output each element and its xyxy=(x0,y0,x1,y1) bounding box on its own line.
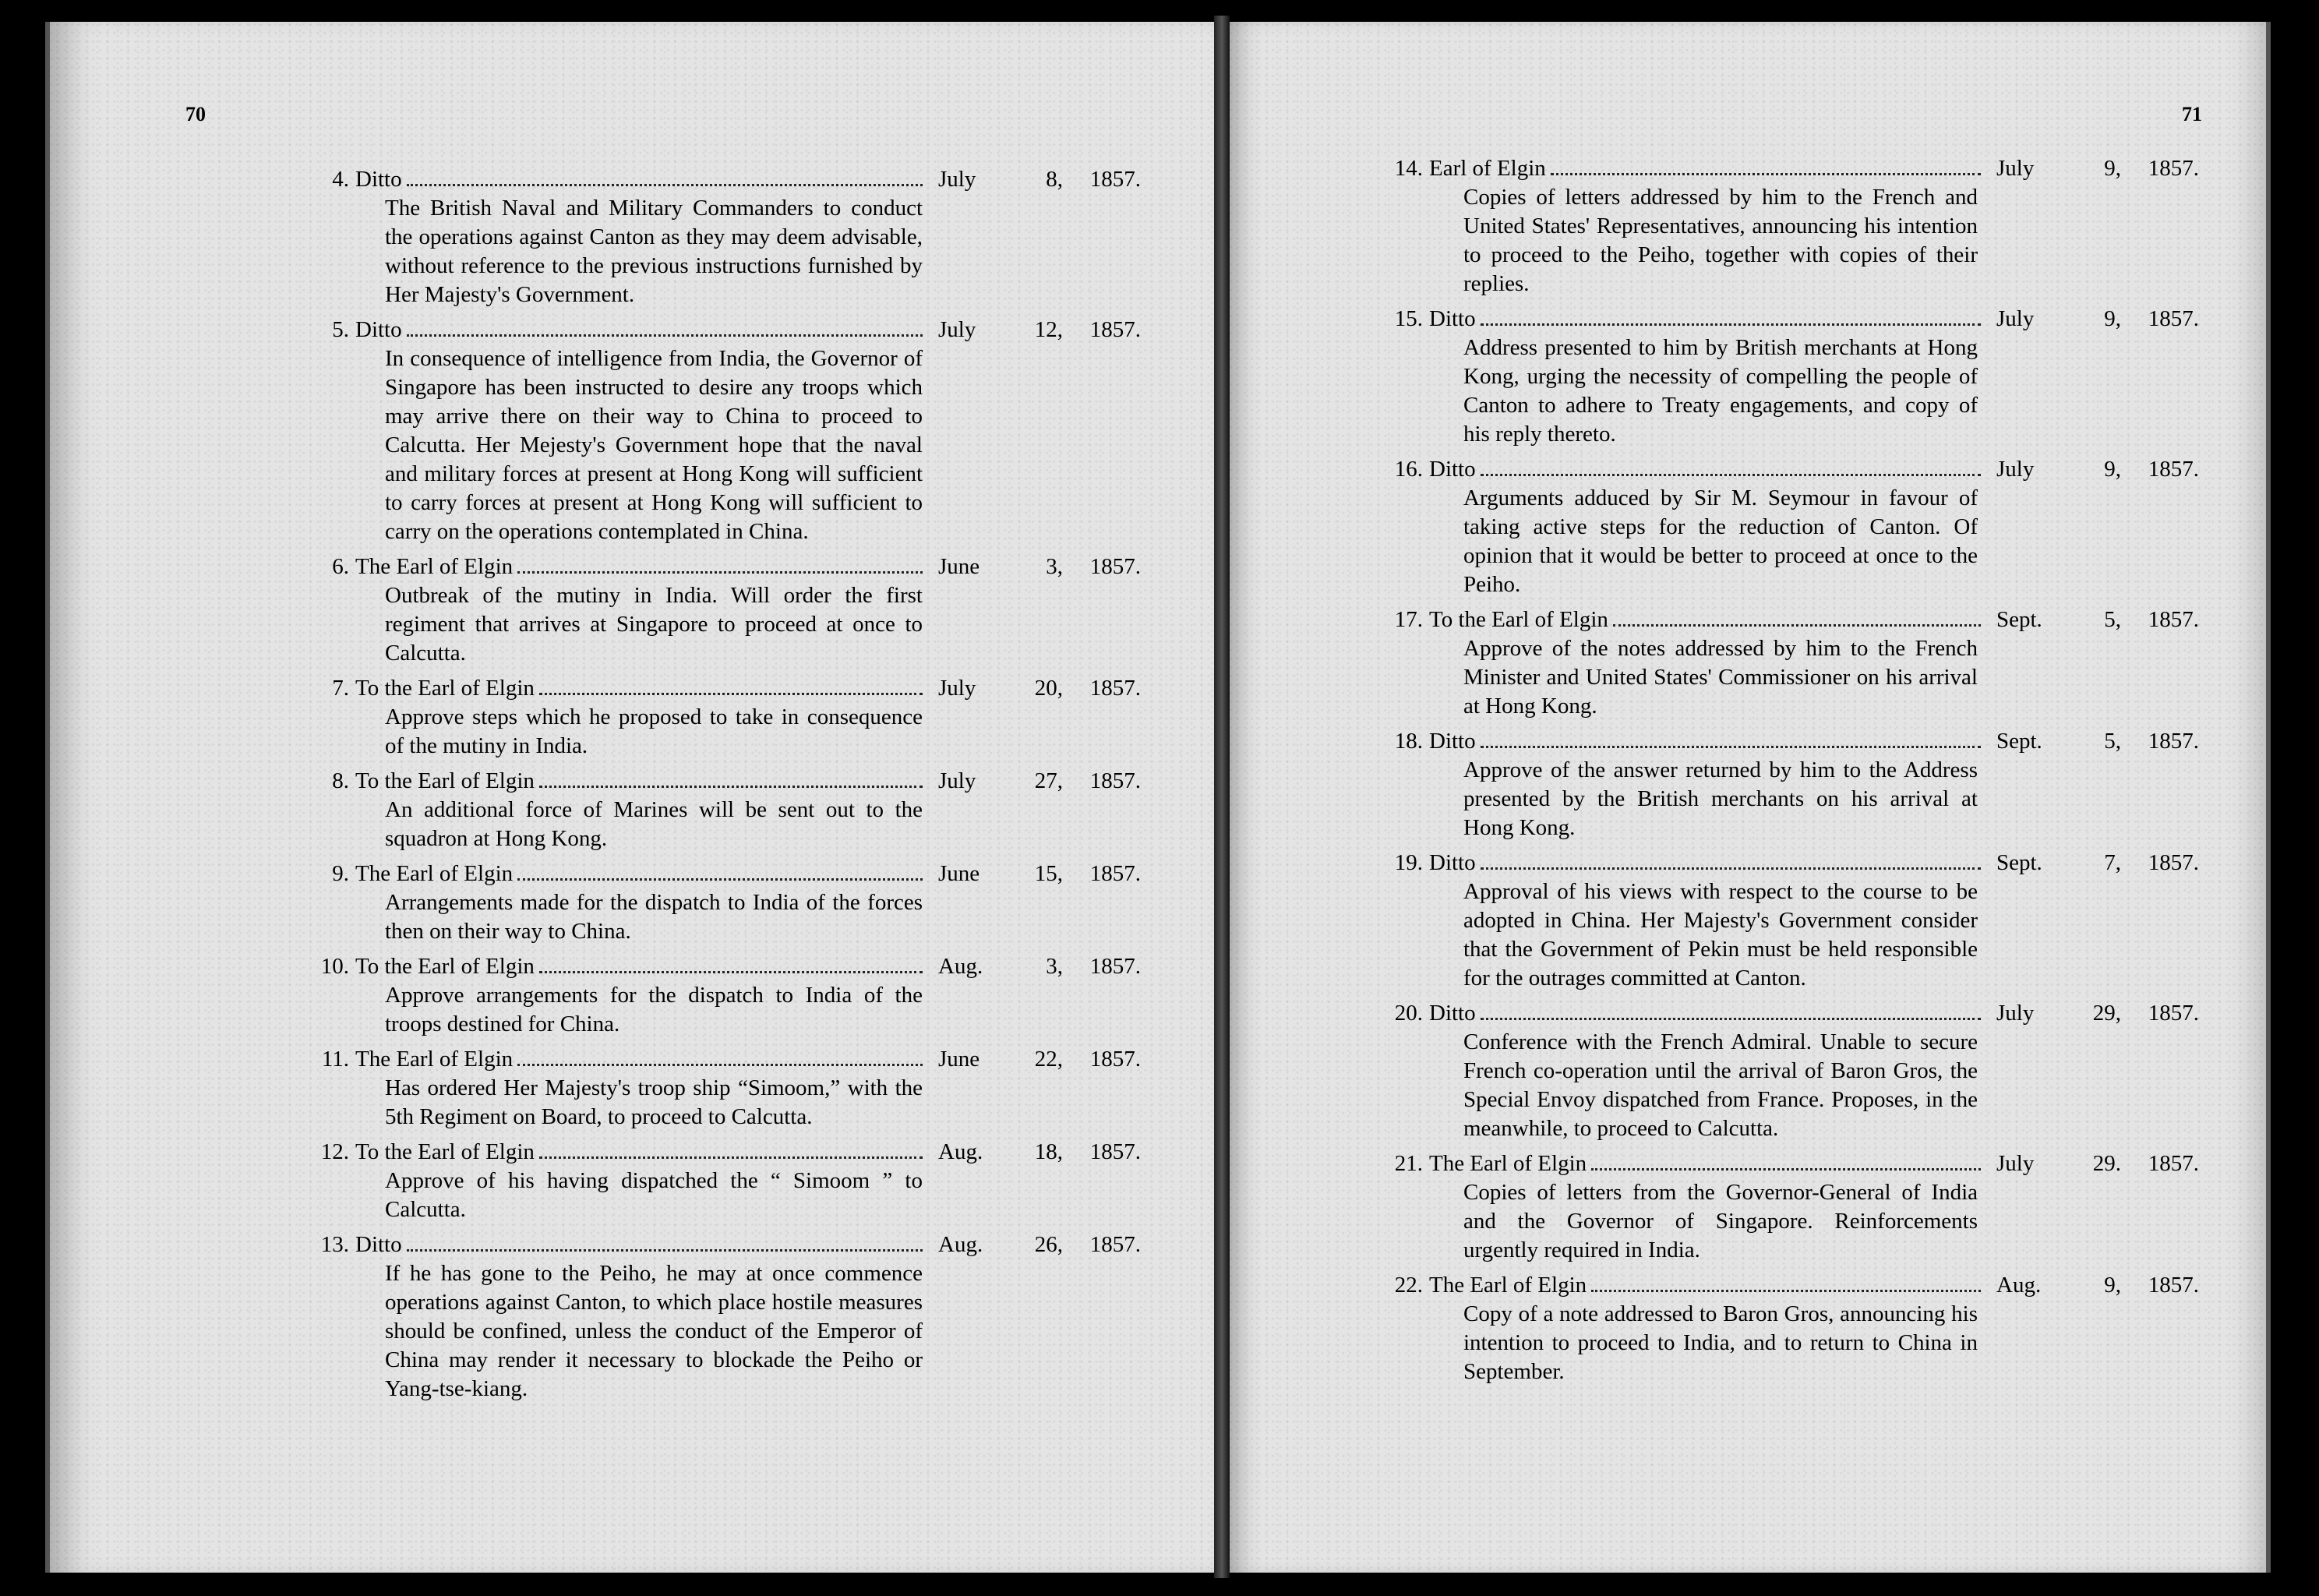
entry-year: 1857. xyxy=(2148,1151,2199,1176)
entry-title: Earl of Elgin xyxy=(1429,156,1546,181)
entry-month: Aug. xyxy=(938,1139,983,1164)
entry-number: 20. xyxy=(1394,1001,1423,1026)
entry-month: June xyxy=(938,861,980,886)
entry-heading xyxy=(1378,455,2219,484)
entry-heading-left xyxy=(1378,1149,1985,1178)
document-entry xyxy=(304,860,1145,946)
entry-year: 1857. xyxy=(1089,954,1141,979)
entry-number: 6. xyxy=(332,554,349,579)
entry-summary: Approve of the answer returned by him to the Address presented by the British merchants on his arrival at Hong Kong. xyxy=(1463,757,1978,840)
entry-heading xyxy=(304,860,1145,888)
entry-month: Sept. xyxy=(1996,850,2042,875)
entry-heading-left xyxy=(1378,154,1985,183)
book-spine xyxy=(1214,16,1230,1578)
entry-heading-left xyxy=(304,767,927,796)
entry-year: 1857. xyxy=(1089,1139,1141,1164)
entry-month: June xyxy=(938,1047,980,1072)
entry-heading xyxy=(304,1045,1145,1074)
entry-title: To the Earl of Elgin xyxy=(1429,607,1608,632)
entry-heading-left xyxy=(304,165,927,194)
entry-title: The Earl of Elgin xyxy=(1429,1151,1587,1176)
entry-day: 9, xyxy=(2104,1273,2121,1298)
dot-leader xyxy=(407,334,923,337)
entry-title: The Earl of Elgin xyxy=(1429,1273,1587,1298)
dot-leader xyxy=(1551,172,1981,175)
entry-month: July xyxy=(1996,1001,2035,1026)
dot-leader xyxy=(1591,1289,1981,1292)
entry-day: 12, xyxy=(1034,317,1063,342)
document-entry xyxy=(304,316,1145,546)
document-entry xyxy=(1378,154,2219,298)
dot-leader xyxy=(517,570,923,574)
entry-heading-left xyxy=(1378,999,1985,1028)
entry-year: 1857. xyxy=(2148,729,2199,754)
entry-day: 9, xyxy=(2104,457,2121,482)
entry-year: 1857. xyxy=(1089,167,1141,192)
entry-heading xyxy=(1378,606,2219,634)
dot-leader xyxy=(517,877,923,881)
entry-number: 15. xyxy=(1394,306,1423,331)
left-page-entries xyxy=(304,165,1145,1410)
entry-title: To the Earl of Elgin xyxy=(355,676,535,701)
entry-number: 17. xyxy=(1394,607,1423,632)
entry-title: To the Earl of Elgin xyxy=(355,1139,535,1164)
entry-number: 22. xyxy=(1394,1273,1423,1298)
entry-summary: Approve of the notes addressed by him to the French Minister and United States' Commissioner on his arrival at Hong Kong. xyxy=(1463,636,1978,719)
entry-heading xyxy=(1378,305,2219,334)
entry-month: July xyxy=(938,676,976,701)
dot-leader xyxy=(539,785,923,788)
entry-year: 1857. xyxy=(1089,317,1141,342)
entry-day: 8, xyxy=(1046,167,1063,192)
entry-year: 1857. xyxy=(2148,457,2199,482)
entry-summary: The British Naval and Military Commanders to conduct the operations against Canton as they may deem advisable, without reference to the previous instructions furnished by Her Majesty's Government. xyxy=(385,196,923,307)
entry-number: 12. xyxy=(320,1139,349,1164)
entry-day: 29. xyxy=(2092,1151,2121,1176)
entry-heading xyxy=(304,674,1145,703)
entry-month: Sept. xyxy=(1996,729,2042,754)
dot-leader xyxy=(539,970,923,973)
entry-heading-left xyxy=(304,1138,927,1167)
entry-summary: Outbreak of the mutiny in India. Will order the first regiment that arrives at Singapore to proceed at once to Calcutta. xyxy=(385,583,923,666)
document-entry xyxy=(304,1231,1145,1404)
document-entry xyxy=(304,1138,1145,1224)
entry-number: 10. xyxy=(320,954,349,979)
entry-title: Ditto xyxy=(355,1232,402,1257)
entry-title: Ditto xyxy=(1429,457,1476,482)
entry-heading xyxy=(304,316,1145,344)
document-entry xyxy=(304,1045,1145,1132)
document-entry xyxy=(304,952,1145,1039)
entry-summary: Arrangements made for the dispatch to India of the forces then on their way to China. xyxy=(385,890,923,944)
entry-title: To the Earl of Elgin xyxy=(355,768,535,793)
entry-summary: Approve of his having dispatched the “ Simoom ” to Calcutta. xyxy=(385,1168,923,1222)
entry-title: Ditto xyxy=(1429,306,1476,331)
entry-month: Sept. xyxy=(1996,607,2042,632)
entry-number: 7. xyxy=(332,676,349,701)
entry-number: 9. xyxy=(332,861,349,886)
dot-leader xyxy=(1481,1017,1981,1020)
entry-title: The Earl of Elgin xyxy=(355,1047,514,1072)
entry-summary: If he has gone to the Peiho, he may at once commence operations against Canton, to which place hostile measures should be confined, unless the conduct of the Emperor of China may render it necessary to blockade the Peiho or Yang-tse-kiang. xyxy=(385,1261,923,1401)
entry-day: 3, xyxy=(1046,554,1063,579)
entry-heading xyxy=(304,553,1145,581)
entry-day: 29, xyxy=(2092,1001,2121,1026)
entry-day: 5, xyxy=(2104,607,2121,632)
entry-heading xyxy=(1378,1149,2219,1178)
document-entry xyxy=(1378,727,2219,842)
document-entry xyxy=(304,165,1145,309)
entry-heading xyxy=(1378,154,2219,183)
entry-heading xyxy=(1378,1271,2219,1300)
entry-month: July xyxy=(938,167,976,192)
entry-title: The Earl of Elgin xyxy=(355,861,514,886)
entry-heading xyxy=(304,1138,1145,1167)
dot-leader xyxy=(1591,1167,1981,1171)
entry-year: 1857. xyxy=(2148,156,2199,181)
entry-day: 3, xyxy=(1046,954,1063,979)
entry-heading xyxy=(304,1231,1145,1259)
entry-summary: Address presented to him by British merchants at Hong Kong, urging the necessity of compelling the people of Canton to adhere to Treaty engagements, and copy of his reply thereto. xyxy=(1463,335,1978,447)
entry-number: 16. xyxy=(1394,457,1423,482)
dot-leader xyxy=(1481,473,1981,476)
entry-month: July xyxy=(938,317,976,342)
entry-summary: Approval of his views with respect to the course to be adopted in China. Her Majesty's Government consider that the Government of Pekin must be held responsible for the outrages committed at Canton. xyxy=(1463,879,1978,990)
entry-summary: Arguments adduced by Sir M. Seymour in favour of taking active steps for the reduction of Canton. Of opinion that it would be better to proceed at once to the Peiho. xyxy=(1463,486,1978,597)
document-entry xyxy=(304,767,1145,853)
document-entry xyxy=(1378,849,2219,993)
entry-heading xyxy=(304,767,1145,796)
entry-heading xyxy=(1378,849,2219,877)
entry-month: Aug. xyxy=(938,1232,983,1257)
dot-leader xyxy=(539,692,923,695)
dot-leader xyxy=(1481,867,1981,870)
entry-year: 1857. xyxy=(2148,1001,2199,1026)
entry-number: 19. xyxy=(1394,850,1423,875)
dot-leader xyxy=(539,1156,923,1159)
entry-month: June xyxy=(938,554,980,579)
entry-number: 21. xyxy=(1394,1151,1423,1176)
entry-number: 14. xyxy=(1394,156,1423,181)
document-entry xyxy=(1378,1271,2219,1386)
entry-heading-left xyxy=(304,860,927,888)
entry-number: 4. xyxy=(332,167,349,192)
entry-title: To the Earl of Elgin xyxy=(355,954,535,979)
entry-year: 1857. xyxy=(1089,676,1141,701)
entry-year: 1857. xyxy=(2148,1273,2199,1298)
entry-month: July xyxy=(1996,156,2035,181)
entry-title: Ditto xyxy=(1429,850,1476,875)
entry-month: July xyxy=(1996,306,2035,331)
document-entry xyxy=(304,674,1145,761)
entry-title: Ditto xyxy=(1429,1001,1476,1026)
entry-heading xyxy=(1378,999,2219,1028)
entry-month: July xyxy=(1996,1151,2035,1176)
entry-heading-left xyxy=(1378,455,1985,484)
entry-title: Ditto xyxy=(355,167,402,192)
right-page-entries xyxy=(1378,154,2219,1393)
entry-day: 15, xyxy=(1034,861,1063,886)
entry-heading xyxy=(304,165,1145,194)
page-number-left: 70 xyxy=(185,103,206,125)
entry-heading xyxy=(1378,727,2219,756)
entry-summary: Approve arrangements for the dispatch to India of the troops destined for China. xyxy=(385,983,923,1036)
document-entry xyxy=(1378,455,2219,599)
entry-year: 1857. xyxy=(2148,306,2199,331)
entry-title: The Earl of Elgin xyxy=(355,554,514,579)
entry-month: July xyxy=(938,768,976,793)
entry-day: 20, xyxy=(1034,676,1063,701)
entry-summary: Conference with the French Admiral. Unable to secure French co-operation until the arrival of Baron Gros, the Special Envoy dispatched from France. Proposes, in the meanwhile, to proceed to Calcutta. xyxy=(1463,1029,1978,1141)
entry-title: Ditto xyxy=(355,317,402,342)
entry-summary: In consequence of intelligence from India, the Governor of Singapore has been instructed to desire any troops which may arrive there on their way to China to proceed to Calcutta. Her Mejesty's Government hope that the naval and military forces at present at Hong Kong will sufficient to carry forces at present at Hong Kong will sufficient to carry on the operations contemplated in China. xyxy=(385,346,923,544)
dot-leader xyxy=(1481,745,1981,748)
dot-leader xyxy=(407,1248,923,1252)
entry-summary: Approve steps which he proposed to take in consequence of the mutiny in India. xyxy=(385,704,923,758)
entry-summary: Has ordered Her Majesty's troop ship “Simoom,” with the 5th Regiment on Board, to proceed to Calcutta. xyxy=(385,1075,923,1129)
document-entry xyxy=(1378,1149,2219,1265)
entry-year: 1857. xyxy=(1089,554,1141,579)
entry-year: 1857. xyxy=(1089,1232,1141,1257)
entry-summary: Copies of letters from the Governor-General of India and the Governor of Singapore. Reinforcements urgently required in India. xyxy=(1463,1180,1978,1262)
entry-day: 22, xyxy=(1034,1047,1063,1072)
entry-month: Aug. xyxy=(938,954,983,979)
entry-day: 26, xyxy=(1034,1232,1063,1257)
document-entry xyxy=(1378,305,2219,449)
entry-day: 9, xyxy=(2104,306,2121,331)
page-number-right: 71 xyxy=(2182,103,2202,125)
entry-heading-left xyxy=(1378,1271,1985,1300)
entry-heading-left xyxy=(1378,849,1985,877)
entry-year: 1857. xyxy=(2148,607,2199,632)
entry-month: July xyxy=(1996,457,2035,482)
entry-year: 1857. xyxy=(1089,768,1141,793)
entry-number: 5. xyxy=(332,317,349,342)
document-entry xyxy=(1378,606,2219,721)
entry-year: 1857. xyxy=(2148,850,2199,875)
entry-heading-left xyxy=(1378,305,1985,334)
entry-summary: An additional force of Marines will be sent out to the squadron at Hong Kong. xyxy=(385,797,923,851)
dot-leader xyxy=(1613,623,1981,627)
entry-heading-left xyxy=(304,316,927,344)
entry-day: 7, xyxy=(2104,850,2121,875)
entry-heading-left xyxy=(1378,606,1985,634)
entry-heading xyxy=(304,952,1145,981)
entry-summary: Copies of letters addressed by him to the French and United States' Representatives, announcing his intention to proceed to the Peiho, together with copies of their replies. xyxy=(1463,185,1978,296)
entry-heading-left xyxy=(304,553,927,581)
entry-heading-left xyxy=(304,1231,927,1259)
entry-number: 8. xyxy=(332,768,349,793)
entry-number: 18. xyxy=(1394,729,1423,754)
entry-year: 1857. xyxy=(1089,1047,1141,1072)
entry-number: 11. xyxy=(321,1047,349,1072)
entry-heading-left xyxy=(1378,727,1985,756)
document-entry xyxy=(304,553,1145,668)
entry-day: 5, xyxy=(2104,729,2121,754)
entry-heading-left xyxy=(304,674,927,703)
entry-day: 18, xyxy=(1034,1139,1063,1164)
entry-title: Ditto xyxy=(1429,729,1476,754)
dot-leader xyxy=(407,183,923,186)
entry-heading-left xyxy=(304,952,927,981)
entry-summary: Copy of a note addressed to Baron Gros, announcing his intention to proceed to India, and to return to China in September. xyxy=(1463,1301,1978,1384)
dot-leader xyxy=(517,1063,923,1066)
entry-month: Aug. xyxy=(1996,1273,2042,1298)
entry-day: 27, xyxy=(1034,768,1063,793)
entry-year: 1857. xyxy=(1089,861,1141,886)
document-entry xyxy=(1378,999,2219,1143)
dot-leader xyxy=(1481,323,1981,326)
entry-number: 13. xyxy=(320,1232,349,1257)
entry-heading-left xyxy=(304,1045,927,1074)
entry-day: 9, xyxy=(2104,156,2121,181)
